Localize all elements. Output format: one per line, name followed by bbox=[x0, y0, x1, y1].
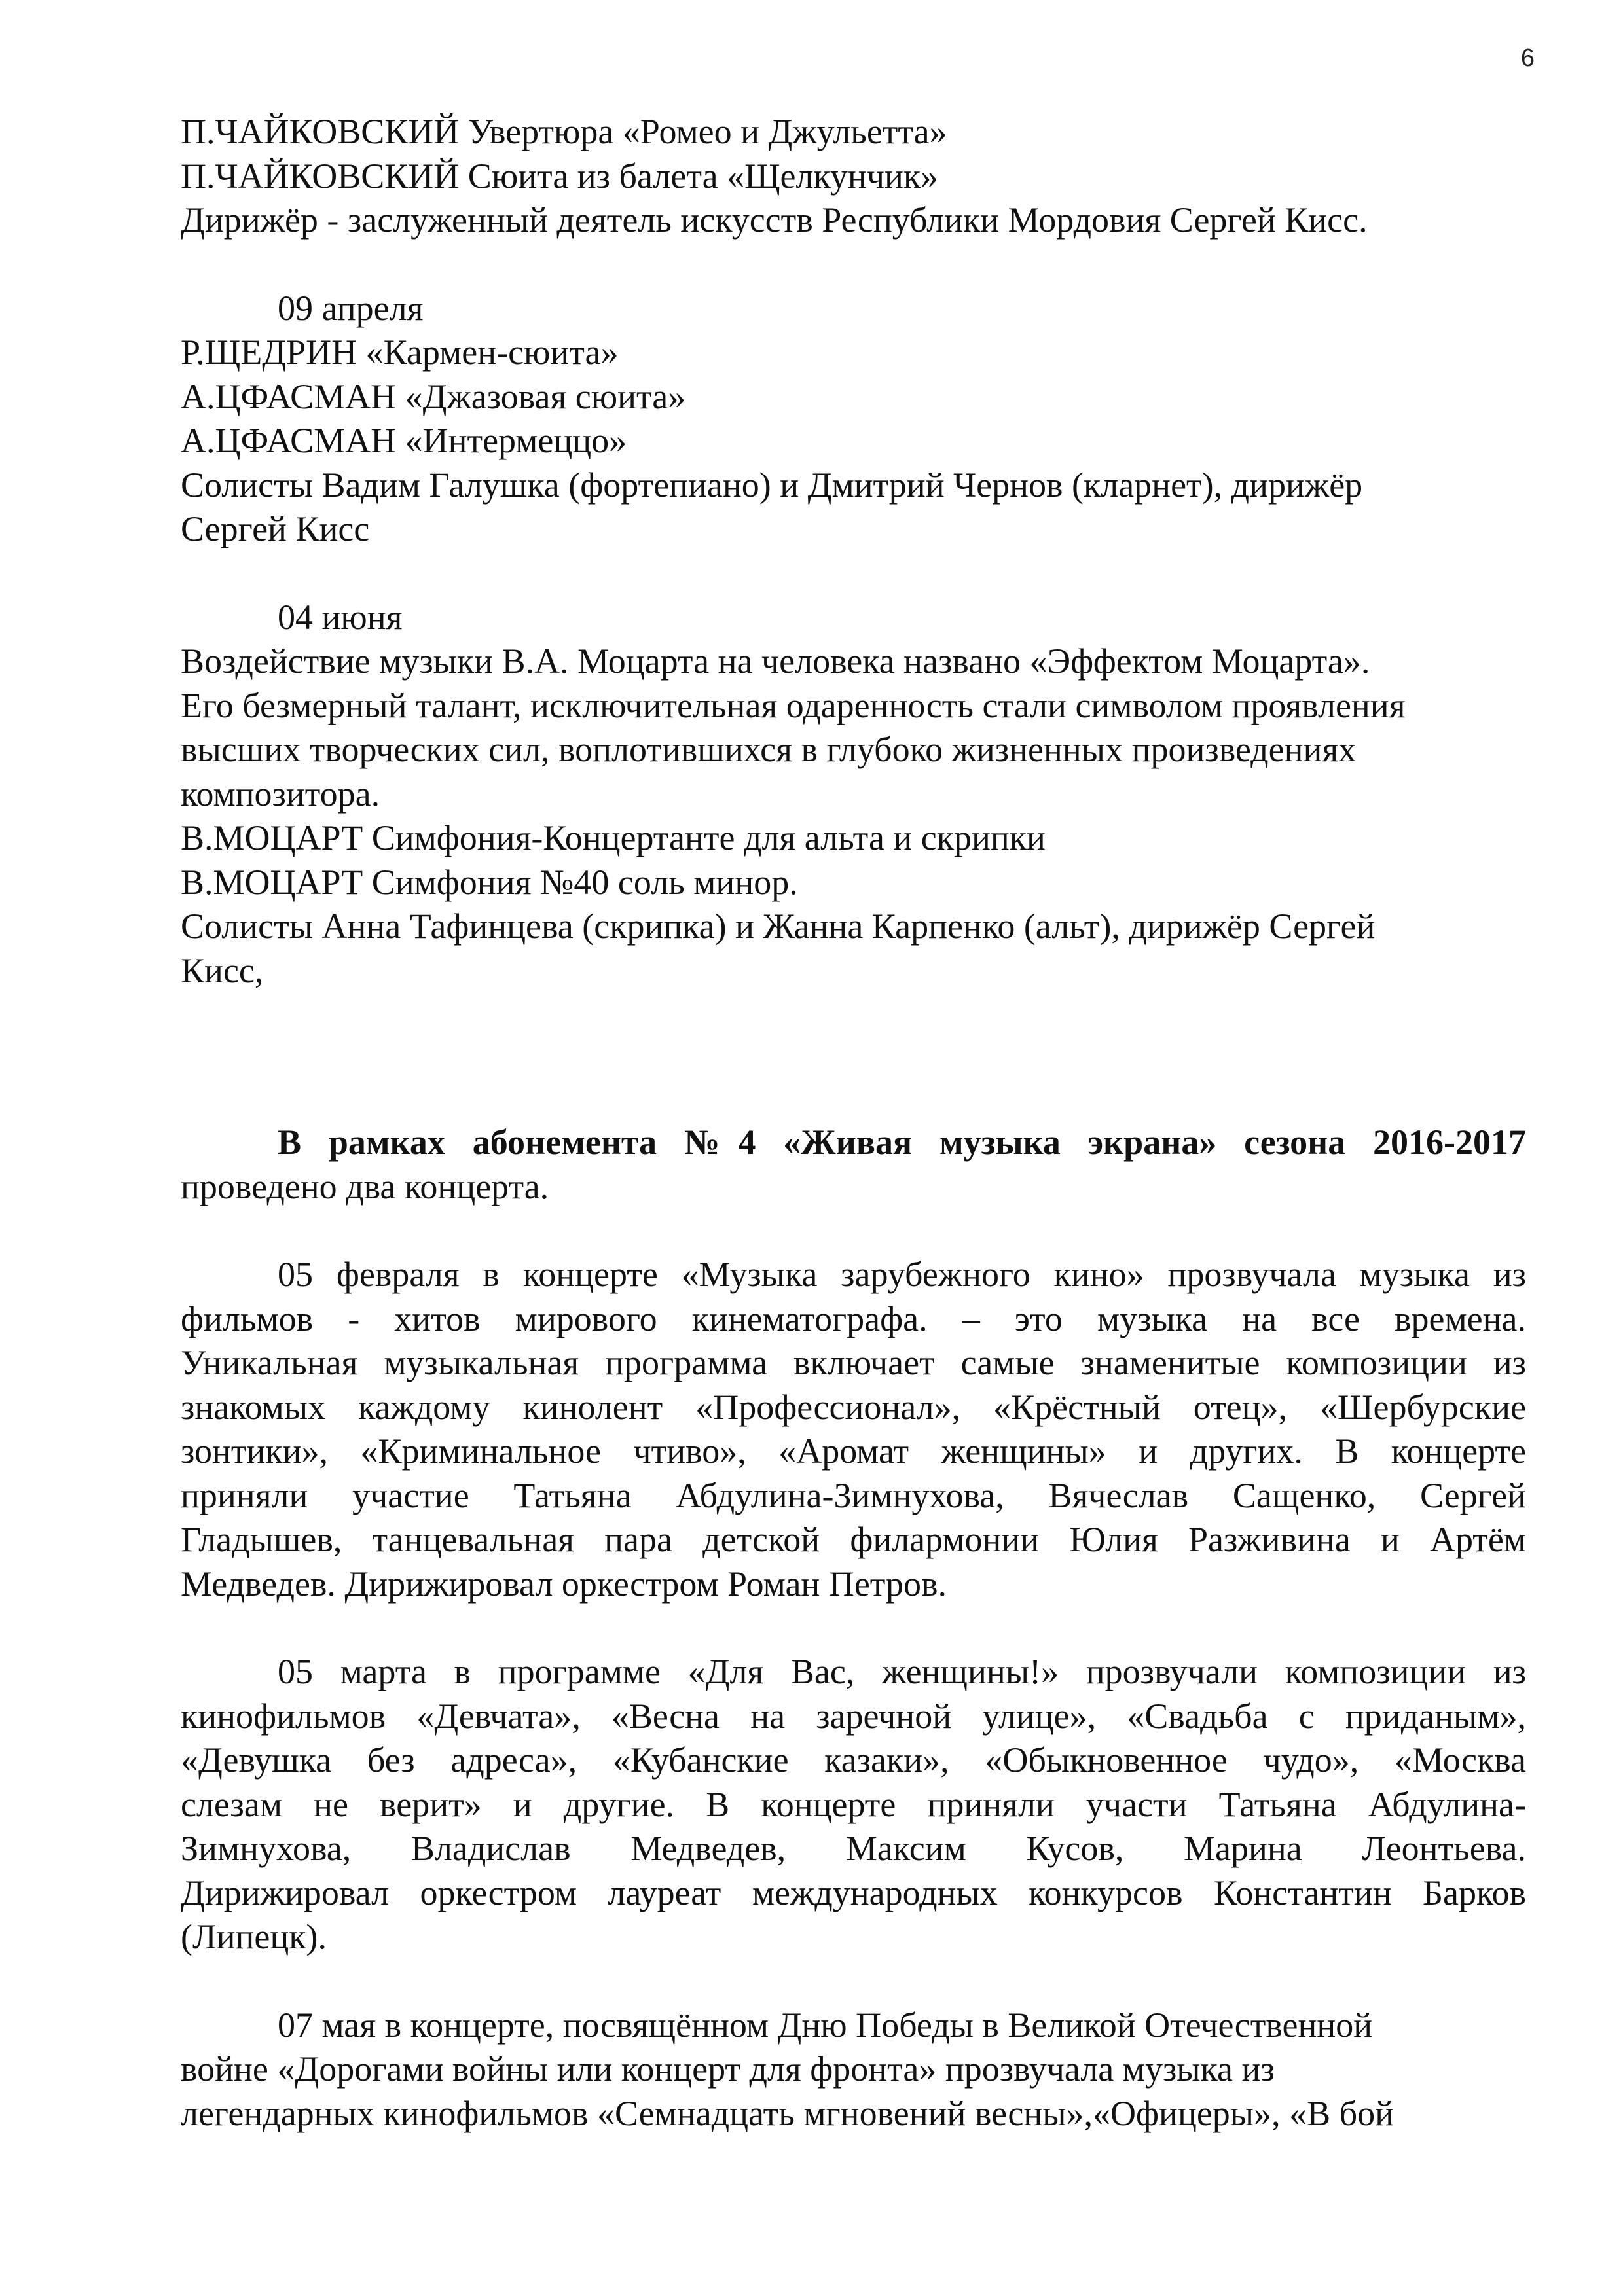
concert-june bbox=[181, 596, 1526, 994]
paragraph-line: Уникальная музыкальная программа включает самые знаменитые композиции из bbox=[181, 1343, 1526, 1382]
paragraph-line: 07 мая в концерте, посвящённом Дню Победы в Великой Отечественной bbox=[278, 2005, 1373, 2045]
paragraph-line: (Липецк). bbox=[181, 1917, 327, 1956]
paragraph-line: «Девушка без адреса», «Кубанские казаки», «Обыкновенное чудо», «Москва bbox=[181, 1740, 1526, 1780]
paragraph-line: слезам не верит» и другие. В концерте приняли участи Татьяна Абдулина- bbox=[181, 1784, 1526, 1824]
paragraph-line: легендарных кинофильмов «Семнадцать мгновений весны»,«Офицеры», «В бой bbox=[181, 2093, 1394, 2133]
concert-april bbox=[181, 287, 1526, 552]
conductor-line: Дирижёр - заслуженный деятель искусств Республики Мордовия Сергей Кисс. bbox=[181, 200, 1368, 240]
paragraph-february bbox=[181, 1253, 1526, 1606]
subscription-summary: проведено два концерта. bbox=[181, 1166, 549, 1206]
paragraph-line: кинофильмов «Девчата», «Весна на заречной улице», «Свадьба с приданым», bbox=[181, 1696, 1526, 1736]
paragraph-line: Гладышев, танцевальная пара детской филармонии Юлия Разживина и Артём bbox=[181, 1520, 1526, 1559]
paragraph-march bbox=[181, 1650, 1526, 1960]
program-line: П.ЧАЙКОВСКИЙ Увертюра «Ромео и Джульетта» bbox=[181, 112, 947, 151]
concert-date: 04 июня bbox=[278, 597, 403, 637]
program-line: В.МОЦАРТ Симфония-Концертанте для альта и скрипки bbox=[181, 818, 1046, 857]
description-line: Воздействие музыки В.А. Моцарта на человека названо «Эффектом Моцарта». bbox=[181, 641, 1370, 681]
soloists-line: Солисты Анна Тафинцева (скрипка) и Жанна Карпенко (альт), дирижёр Сергей bbox=[181, 906, 1376, 946]
program-line: Р.ЩЕДРИН «Кармен-сюита» bbox=[181, 332, 619, 372]
description-line: композитора. bbox=[181, 774, 380, 814]
description-line: высших творческих сил, воплотившихся в глубоко жизненных произведениях bbox=[181, 730, 1357, 769]
program-line: А.ЦФАСМАН «Джазовая сюита» bbox=[181, 376, 686, 416]
paragraph-line: приняли участие Татьяна Абдулина-Зимнухова, Вячеслав Сащенко, Сергей bbox=[181, 1475, 1526, 1515]
paragraph-line: знакомых каждому кинолент «Профессионал», «Крёстный отец», «Шербурские bbox=[181, 1387, 1526, 1427]
paragraph-line: Зимнухова, Владислав Медведев, Максим Кусов, Марина Леонтьева. bbox=[181, 1829, 1526, 1868]
program-line: А.ЦФАСМАН «Интермеццо» bbox=[181, 421, 627, 460]
page-number: 6 bbox=[1520, 45, 1535, 72]
soloists-line: Кисс, bbox=[181, 950, 264, 990]
document-body bbox=[181, 110, 1526, 2136]
paragraph-line: Медведев. Дирижировал оркестром Роман Петров. bbox=[181, 1564, 947, 1604]
program-block-tchaikovsky bbox=[181, 110, 1526, 243]
concert-date: 09 апреля bbox=[278, 288, 424, 328]
soloists-line: Сергей Кисс bbox=[181, 509, 370, 548]
soloists-line: Солисты Вадим Галушка (фортепиано) и Дмитрий Чернов (кларнет), дирижёр bbox=[181, 465, 1363, 505]
paragraph-may bbox=[181, 2003, 1526, 2136]
paragraph-line: Дирижировал оркестром лауреат международных конкурсов Константин Барков bbox=[181, 1873, 1526, 1912]
program-line: П.ЧАЙКОВСКИЙ Сюита из балета «Щелкунчик» bbox=[181, 156, 939, 196]
program-line: В.МОЦАРТ Симфония №40 соль минор. bbox=[181, 862, 798, 902]
paragraph-line: зонтики», «Криминальное чтиво», «Аромат женщины» и других. В концерте bbox=[181, 1431, 1526, 1471]
subscription-heading bbox=[181, 1121, 1526, 1209]
paragraph-line: фильмов - хитов мирового кинематографа. – это музыка на все времена. bbox=[181, 1299, 1526, 1338]
description-line: Его безмерный талант, исключительная одаренность стали символом проявления bbox=[181, 685, 1406, 725]
paragraph-line: войне «Дорогами войны или концерт для фронта» прозвучала музыка из bbox=[181, 2049, 1275, 2089]
paragraph-line: 05 февраля в концерте «Музыка зарубежного кино» прозвучала музыка из bbox=[278, 1255, 1526, 1294]
subscription-title: В рамках абонемента №4 «Живая музыка экрана» сезона 2016-2017 bbox=[278, 1122, 1526, 1162]
paragraph-line: 05 марта в программе «Для Вас, женщины!» прозвучали композиции из bbox=[278, 1652, 1526, 1691]
